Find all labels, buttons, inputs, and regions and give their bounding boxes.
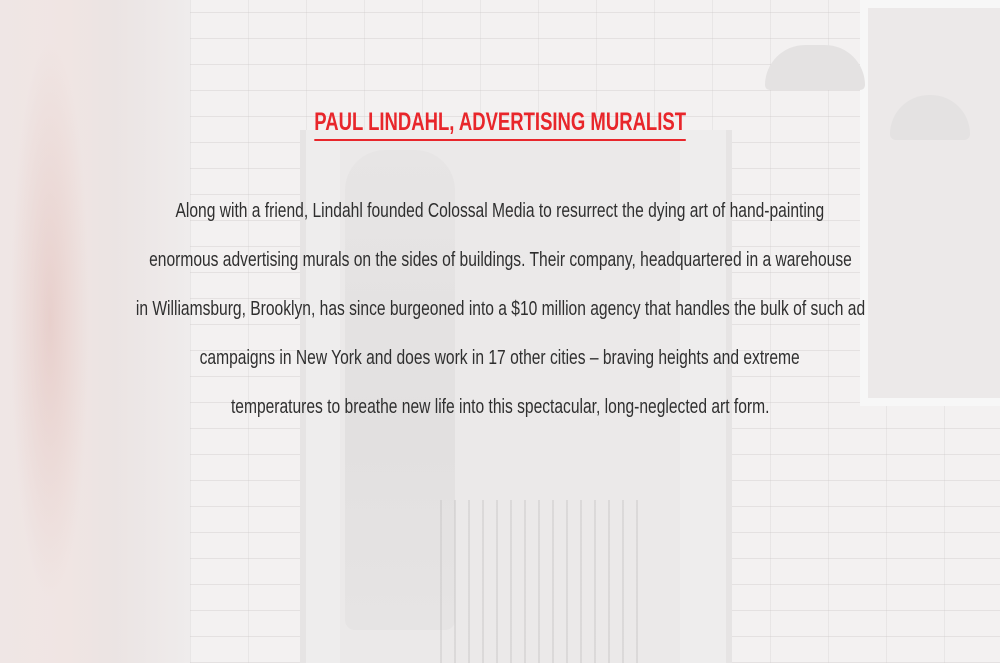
bio-line-text: temperatures to breathe new life into this spectacular, long-neglected art form. (230, 396, 770, 418)
page-title-container (0, 101, 1000, 141)
bio-line (0, 193, 1000, 242)
bio-line (0, 340, 1000, 389)
bio-line (0, 389, 1000, 438)
bio-line-text: enormous advertising murals on the sides of buildings. Their company, headquartered in a warehouse (148, 249, 852, 271)
page-title: PAUL LINDAHL, ADVERTISING MURALIST (314, 105, 686, 141)
bio-paragraph (0, 193, 1000, 438)
bio-line-text: campaigns in New York and does work in 17 other cities – braving heights and extreme (199, 347, 801, 369)
bio-line-text: Along with a friend, Lindahl founded Colossal Media to resurrect the dying art of hand-painting (175, 200, 825, 222)
bio-line-text: in Williamsburg, Brooklyn, has since burgeoned into a $10 million agency that handles the bulk of such ad (135, 298, 865, 320)
bio-line (0, 242, 1000, 291)
bio-line (0, 291, 1000, 340)
